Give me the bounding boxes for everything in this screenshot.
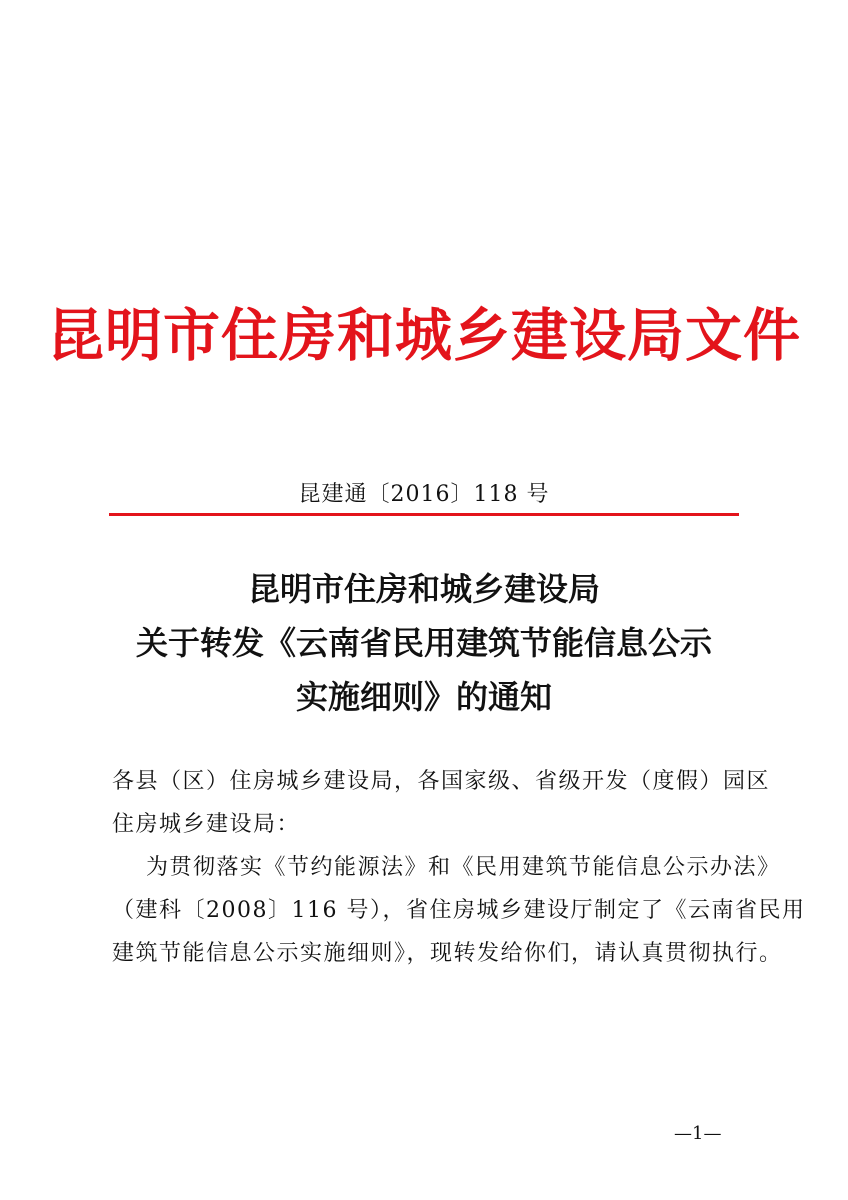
notice-body <box>112 760 806 975</box>
title-line-1: 昆明市住房和城乡建设局 <box>247 570 600 608</box>
page-number: —1— <box>674 1123 722 1144</box>
notice-title <box>0 562 848 724</box>
body-line-1: 为贯彻落实《节约能源法》和《民用建筑节能信息公示办法》 <box>146 855 781 880</box>
masthead-title: 昆明市住房和城乡建设局文件 <box>47 302 801 369</box>
red-divider-rule <box>109 513 739 516</box>
body-line-2: （建科〔2008〕116 号），省住房城乡建设厅制定了《云南省民用 <box>112 898 806 923</box>
addressee-line-1: 各县（区）住房城乡建设局，各国家级、省级开发（度假）园区 <box>112 769 771 794</box>
addressee-line-2: 住房城乡建设局： <box>112 812 301 837</box>
title-line-2: 关于转发《云南省民用建筑节能信息公示 <box>135 624 712 662</box>
body-line-3: 建筑节能信息公示实施细则》，现转发给你们，请认真贯彻执行。 <box>112 941 783 966</box>
document-number: 昆建通〔2016〕118 号 <box>298 482 550 507</box>
title-line-3: 实施细则》的通知 <box>295 678 552 716</box>
